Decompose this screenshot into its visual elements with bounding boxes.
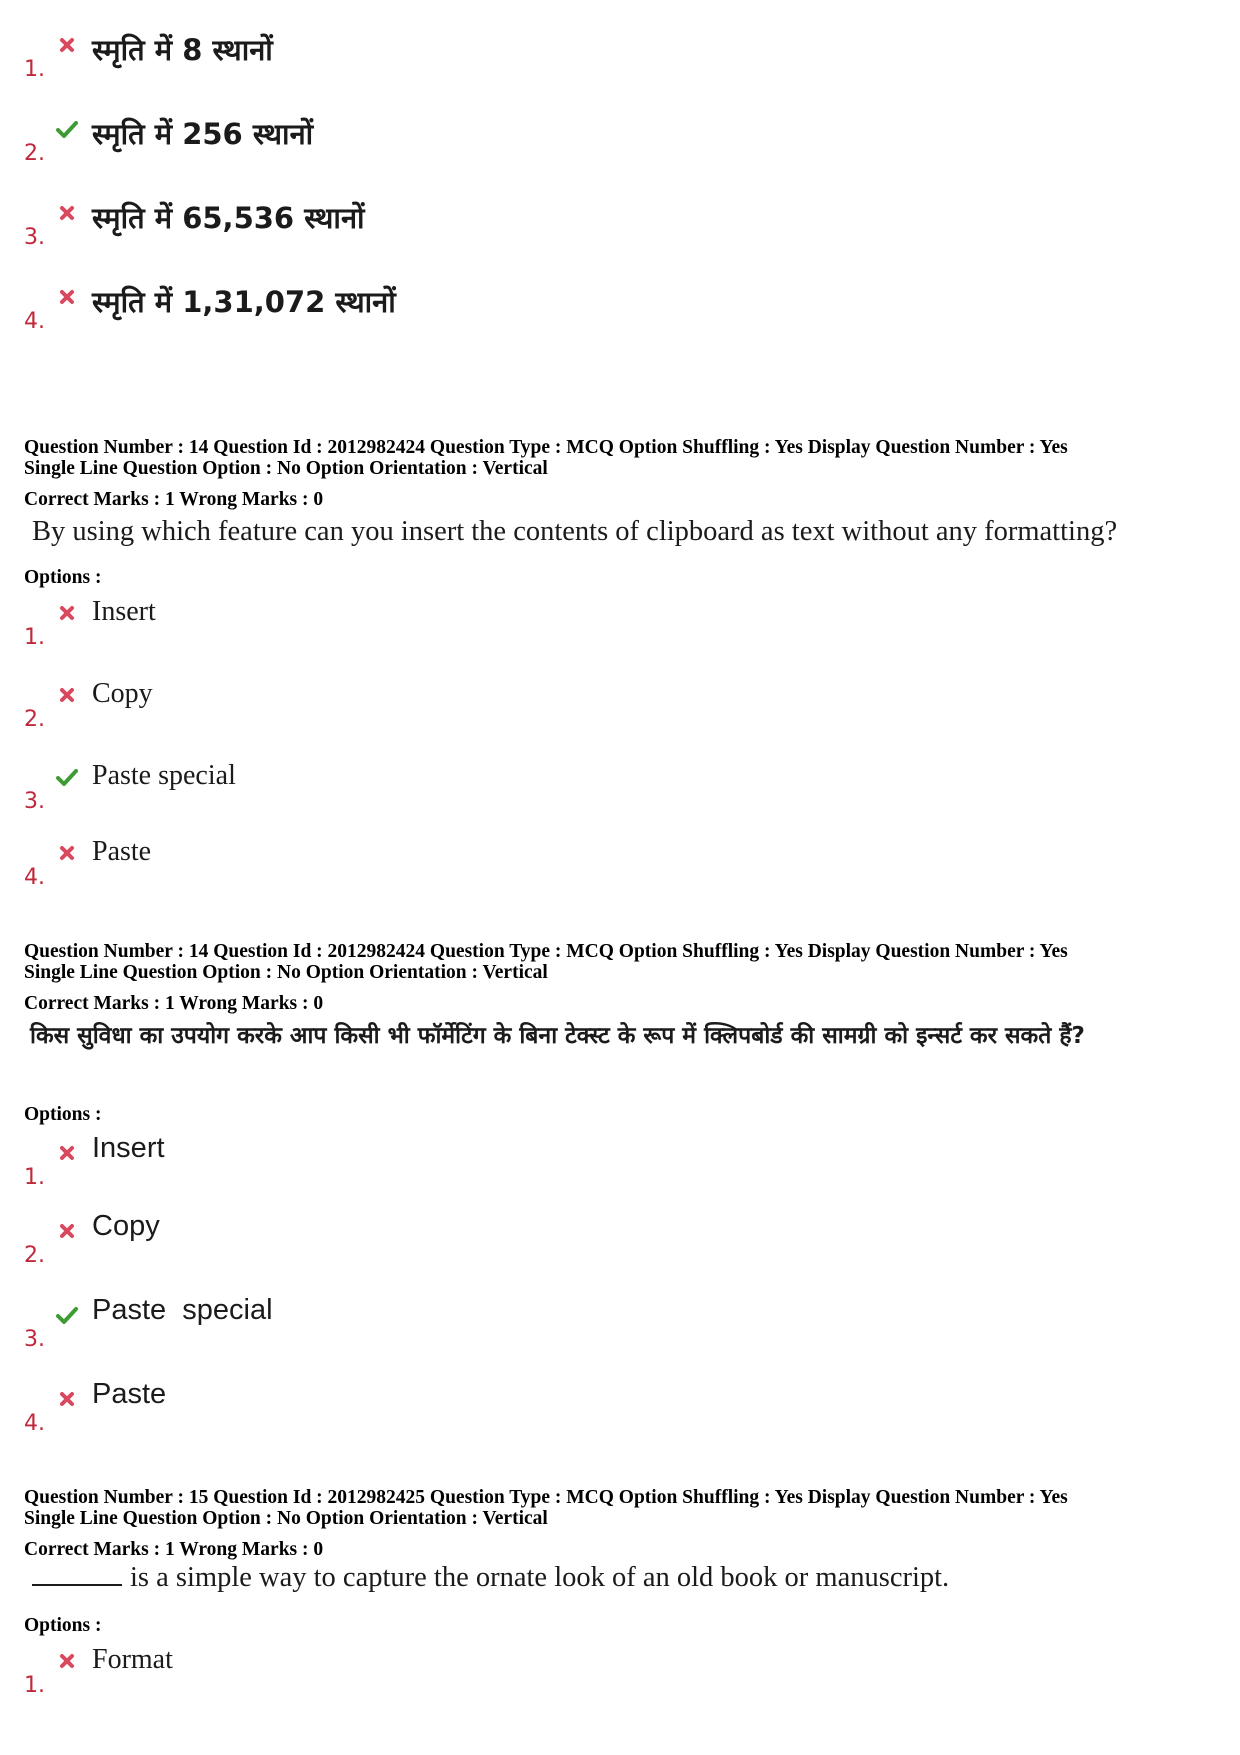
option-number: 1. <box>24 625 45 650</box>
option-text: Paste <box>92 1378 167 1410</box>
question-text: is a simple way to capture the ornate look of an old book or manuscript. <box>130 1562 950 1593</box>
cross-icon <box>54 682 80 708</box>
meta-line-2: Single Line Question Option : No Option Orientation : Vertical <box>24 962 548 983</box>
check-icon <box>54 1302 80 1328</box>
cross-icon <box>54 1140 80 1166</box>
meta-line-1: Question Number : 15 Question Id : 2012982425 Question Type : MCQ Option Shuffling : Yes Display Question Number : Yes <box>24 1487 1068 1508</box>
option-number: 1. <box>24 1165 45 1190</box>
option-text: Paste special <box>92 1294 273 1326</box>
marks-line: Correct Marks : 1 Wrong Marks : 0 <box>24 1539 324 1560</box>
options-label: Options : <box>24 1615 102 1636</box>
question-text: किस सुविधा का उपयोग करके आप किसी भी फॉर्मेटिंग के बिना टेक्स्ट के रूप में क्लिपबोर्ड की सामग्री को इन्सर्ट कर सकते हैं? <box>30 1023 1085 1049</box>
cross-icon <box>54 32 80 58</box>
question-meta <box>24 1487 1068 1529</box>
option-number: 3. <box>24 1327 45 1352</box>
meta-line-2: Single Line Question Option : No Option Orientation : Vertical <box>24 458 548 479</box>
question-text: By using which feature can you insert the contents of clipboard as text without any formatting? <box>32 516 1118 547</box>
meta-line-2: Single Line Question Option : No Option Orientation : Vertical <box>24 1508 548 1529</box>
question-text-row <box>32 1562 949 1594</box>
option-number: 3. <box>24 789 45 814</box>
option-number: 3. <box>24 225 45 250</box>
cross-icon <box>54 600 80 626</box>
options-label: Options : <box>24 1104 102 1125</box>
option-number: 4. <box>24 1411 45 1436</box>
option-text: Copy <box>92 678 153 709</box>
option-number: 2. <box>24 141 45 166</box>
cross-icon <box>54 840 80 866</box>
option-text: Insert <box>92 596 156 627</box>
option-number: 2. <box>24 707 45 732</box>
option-text: Insert <box>92 1132 165 1164</box>
option-number: 2. <box>24 1243 45 1268</box>
meta-line-1: Question Number : 14 Question Id : 2012982424 Question Type : MCQ Option Shuffling : Yes Display Question Number : Yes <box>24 437 1068 458</box>
option-text: Format <box>92 1644 173 1675</box>
option-text: Paste special <box>92 760 236 791</box>
question-meta <box>24 941 1068 983</box>
marks-line: Correct Marks : 1 Wrong Marks : 0 <box>24 489 324 510</box>
options-label: Options : <box>24 567 102 588</box>
cross-icon <box>54 200 80 226</box>
option-text: स्मृति में 65,536 स्थानों <box>92 201 365 235</box>
check-icon <box>54 116 80 142</box>
option-text: Copy <box>92 1210 160 1242</box>
question-meta <box>24 437 1068 479</box>
cross-icon <box>54 284 80 310</box>
option-number: 4. <box>24 865 45 890</box>
option-text: स्मृति में 256 स्थानों <box>92 117 314 151</box>
cross-icon <box>54 1648 80 1674</box>
option-number: 1. <box>24 57 45 82</box>
meta-line-1: Question Number : 14 Question Id : 2012982424 Question Type : MCQ Option Shuffling : Yes Display Question Number : Yes <box>24 941 1068 962</box>
option-text: स्मृति में 1,31,072 स्थानों <box>92 285 396 319</box>
option-number: 1. <box>24 1673 45 1698</box>
option-text: Paste <box>92 836 152 867</box>
check-icon <box>54 764 80 790</box>
marks-line: Correct Marks : 1 Wrong Marks : 0 <box>24 993 324 1014</box>
option-text: स्मृति में 8 स्थानों <box>92 33 273 67</box>
answer-blank <box>32 1584 122 1586</box>
cross-icon <box>54 1218 80 1244</box>
option-number: 4. <box>24 309 45 334</box>
cross-icon <box>54 1386 80 1412</box>
